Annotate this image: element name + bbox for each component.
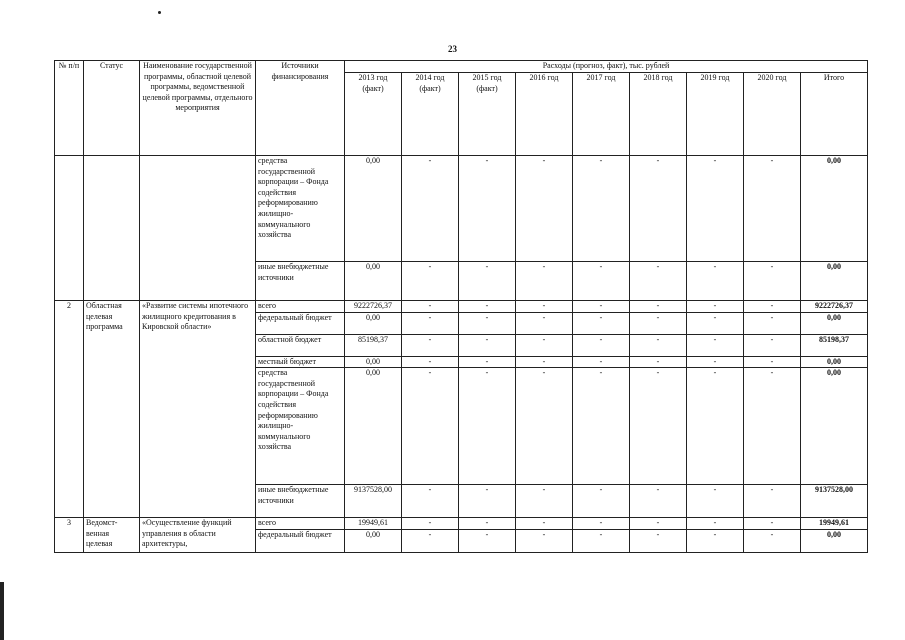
value-cell: - — [744, 312, 801, 334]
value-cell: - — [744, 368, 801, 485]
value-cell: - — [402, 368, 459, 485]
value-cell: 0,00 — [345, 529, 402, 552]
name-cell — [140, 156, 256, 301]
value-cell: - — [687, 485, 744, 518]
value-cell: - — [687, 529, 744, 552]
value-cell: - — [687, 334, 744, 356]
status-cell: Ведомст-венная целевая — [84, 518, 140, 553]
col-name-header: Наименование государственной программы, областной целевой программы, ведомственной целевой программы, отдельного мероприятия — [140, 61, 256, 156]
value-cell: - — [516, 156, 573, 262]
year-header: 2016 год — [516, 73, 573, 156]
table-row — [55, 301, 868, 313]
value-cell: 85198,37 — [345, 334, 402, 356]
value-cell: - — [687, 156, 744, 262]
source-cell: иные внебюджетные источники — [256, 262, 345, 301]
name-cell: «Осуществление функций управления в области архитектуры, — [140, 518, 256, 553]
value-cell: - — [630, 356, 687, 368]
year-header: 2017 год — [573, 73, 630, 156]
value-cell: - — [402, 356, 459, 368]
value-cell: 0,00 — [345, 312, 402, 334]
value-cell: - — [459, 334, 516, 356]
value-cell: 19949,61 — [345, 518, 402, 530]
total-cell: 0,00 — [801, 262, 868, 301]
value-cell: 9137528,00 — [345, 485, 402, 518]
value-cell: - — [630, 312, 687, 334]
total-cell: 0,00 — [801, 356, 868, 368]
col-status-header: Статус — [84, 61, 140, 156]
value-cell: - — [573, 301, 630, 313]
header-row — [55, 61, 868, 73]
value-cell: - — [744, 262, 801, 301]
value-cell: - — [744, 301, 801, 313]
value-cell: - — [402, 312, 459, 334]
value-cell: 0,00 — [345, 368, 402, 485]
value-cell: - — [402, 485, 459, 518]
value-cell: - — [630, 156, 687, 262]
value-cell: - — [573, 156, 630, 262]
page-number: 23 — [448, 44, 457, 54]
total-cell: 9222726,37 — [801, 301, 868, 313]
value-cell: - — [687, 518, 744, 530]
value-cell: - — [402, 529, 459, 552]
col-source-header: Источники финансирования — [256, 61, 345, 156]
scan-edge-mark — [0, 582, 4, 640]
value-cell: - — [459, 485, 516, 518]
year-header: 2020 год — [744, 73, 801, 156]
value-cell: - — [687, 368, 744, 485]
value-cell: - — [573, 368, 630, 485]
year-header: 2019 год — [687, 73, 744, 156]
value-cell: - — [744, 529, 801, 552]
value-cell: - — [516, 518, 573, 530]
value-cell: - — [630, 518, 687, 530]
num-cell: 2 — [55, 301, 84, 518]
value-cell: - — [459, 312, 516, 334]
value-cell: - — [459, 156, 516, 262]
value-cell: - — [402, 262, 459, 301]
value-cell: - — [630, 485, 687, 518]
year-header: 2018 год — [630, 73, 687, 156]
table-row — [55, 156, 868, 262]
value-cell: - — [516, 356, 573, 368]
value-cell: - — [459, 518, 516, 530]
value-cell: - — [516, 312, 573, 334]
source-cell: средства государственной корпорации – Фонда содействия реформированию жилищно-коммунального хозяйства — [256, 156, 345, 262]
value-cell: - — [687, 301, 744, 313]
total-cell: 0,00 — [801, 312, 868, 334]
value-cell: - — [516, 368, 573, 485]
value-cell: - — [744, 518, 801, 530]
value-cell: - — [459, 368, 516, 485]
value-cell: - — [516, 529, 573, 552]
value-cell: - — [630, 368, 687, 485]
value-cell: - — [402, 334, 459, 356]
value-cell: - — [459, 529, 516, 552]
num-cell: 3 — [55, 518, 84, 553]
expenses-table — [54, 60, 868, 553]
value-cell: - — [402, 518, 459, 530]
value-cell: - — [573, 518, 630, 530]
source-cell: всего — [256, 518, 345, 530]
table-row — [55, 518, 868, 530]
num-cell — [55, 156, 84, 301]
value-cell: - — [687, 356, 744, 368]
total-cell: 19949,61 — [801, 518, 868, 530]
source-cell: федеральный бюджет — [256, 529, 345, 552]
total-cell: 85198,37 — [801, 334, 868, 356]
value-cell: - — [573, 334, 630, 356]
col-num-header: № п/п — [55, 61, 84, 156]
value-cell: - — [573, 485, 630, 518]
total-cell: 0,00 — [801, 156, 868, 262]
value-cell: - — [687, 312, 744, 334]
year-header: 2013 год (факт) — [345, 73, 402, 156]
value-cell: - — [516, 334, 573, 356]
name-cell: «Развитие системы ипотечного жилищного кредитования в Кировской области» — [140, 301, 256, 518]
value-cell: 0,00 — [345, 156, 402, 262]
value-cell: - — [744, 156, 801, 262]
expenses-header: Расходы (прогноз, факт), тыс. рублей — [345, 61, 868, 73]
source-cell: областной бюджет — [256, 334, 345, 356]
value-cell: 0,00 — [345, 262, 402, 301]
value-cell: - — [630, 529, 687, 552]
value-cell: - — [516, 301, 573, 313]
source-cell: средства государственной корпорации – Фонда содействия реформированию жилищно-коммунального хозяйства — [256, 368, 345, 485]
value-cell: - — [630, 334, 687, 356]
value-cell: 9222726,37 — [345, 301, 402, 313]
source-cell: федеральный бюджет — [256, 312, 345, 334]
value-cell: - — [459, 262, 516, 301]
status-cell: Областная целевая программа — [84, 301, 140, 518]
year-header: 2015 год (факт) — [459, 73, 516, 156]
year-header: 2014 год (факт) — [402, 73, 459, 156]
source-cell: иные внебюджетные источники — [256, 485, 345, 518]
value-cell: - — [573, 529, 630, 552]
total-cell: 9137528,00 — [801, 485, 868, 518]
source-cell: местный бюджет — [256, 356, 345, 368]
value-cell: - — [744, 334, 801, 356]
value-cell: - — [630, 262, 687, 301]
value-cell: - — [516, 485, 573, 518]
value-cell: - — [573, 262, 630, 301]
status-cell — [84, 156, 140, 301]
value-cell: - — [402, 156, 459, 262]
value-cell: - — [687, 262, 744, 301]
value-cell: - — [744, 356, 801, 368]
value-cell: - — [573, 312, 630, 334]
value-cell: - — [744, 485, 801, 518]
total-cell: 0,00 — [801, 529, 868, 552]
value-cell: - — [516, 262, 573, 301]
source-cell: всего — [256, 301, 345, 313]
value-cell: - — [402, 301, 459, 313]
value-cell: - — [459, 356, 516, 368]
total-cell: 0,00 — [801, 368, 868, 485]
total-header: Итого — [801, 73, 868, 156]
value-cell: 0,00 — [345, 356, 402, 368]
value-cell: - — [459, 301, 516, 313]
scan-speck — [158, 11, 161, 14]
value-cell: - — [573, 356, 630, 368]
value-cell: - — [630, 301, 687, 313]
